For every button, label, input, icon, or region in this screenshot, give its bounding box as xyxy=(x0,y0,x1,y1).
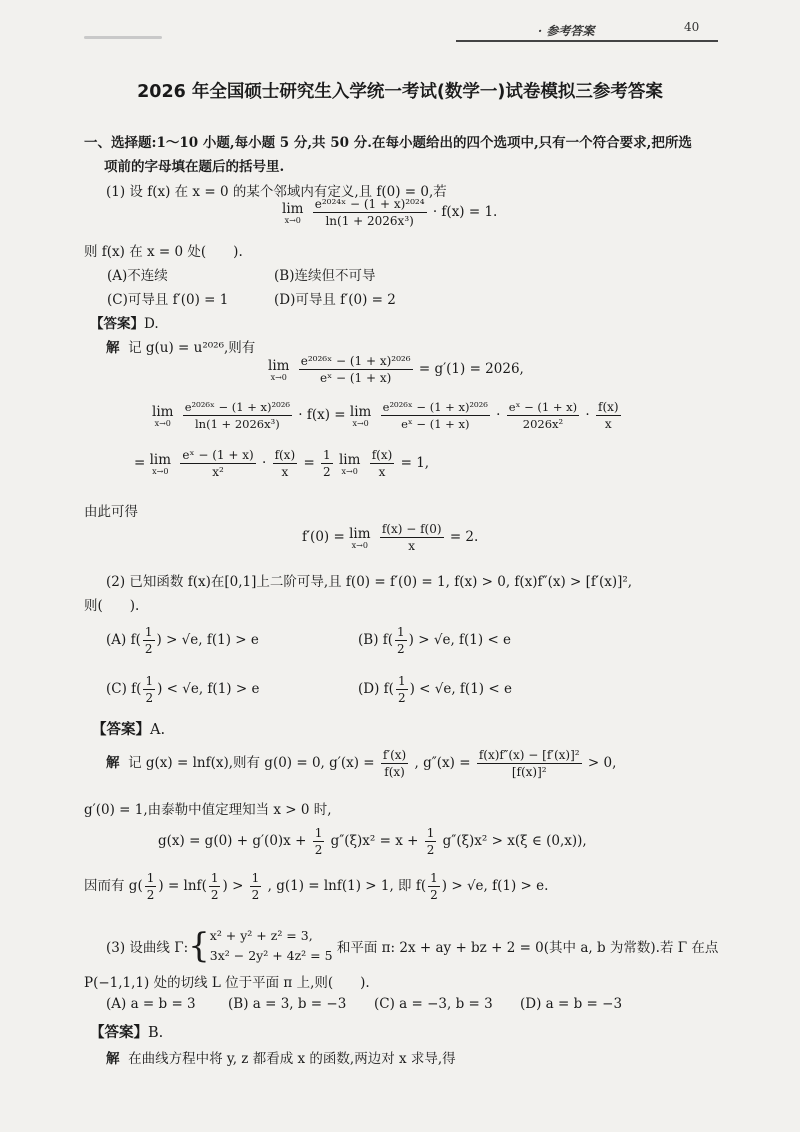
header-label: · 参考答案 xyxy=(538,24,595,38)
q3-option-a: (A) a = b = 3 xyxy=(106,996,196,1012)
q1-option-a: (A)不连续 xyxy=(107,268,168,284)
q2-conclusion: 因而有 g( $\frac{1}{2}$ ) = lnf( $\frac{1}{2}$ ) > $\frac{1}{2}$ , g(1) = lnf(1) > 1, 即 f( $\frac{1}{2}$ ) > √e, f(1) > e. xyxy=(84,871,549,902)
q1-eq3: = lim x→0 $\frac{\text{eˣ − (1 + x)}}{\text{x²}}$ · $\frac{f(x)}{x}$ = $\frac{1}{2}$ lim x→0 $\frac{f(x)}{x}$ = 1, xyxy=(134,448,430,479)
q2-option-a: (A) f( $\frac{1}{2}$ ) > √e, f(1) > e xyxy=(106,625,259,656)
q3-solution: 解 在曲线方程中将 y, z 都看成 x 的函数,两边对 x 求导,得 xyxy=(106,1051,456,1067)
q1-eq1: lim x→0 $\frac{\text{e²⁰²⁶ˣ − (1 + x)²⁰²⁶}}{\text{eˣ − (1 + x)}}$ = g′(1) = 2026, xyxy=(268,354,524,385)
page-title: 2026 年全国硕士研究生入学统一考试(数学一)试卷模拟三参考答案 xyxy=(137,82,663,102)
q3-option-d: (D) a = b = −3 xyxy=(520,996,623,1012)
q2-answer: 【答案】A. xyxy=(92,721,166,738)
header-smudge xyxy=(84,36,162,39)
q3-answer: 【答案】B. xyxy=(90,1024,164,1041)
q2-option-d: (D) f( $\frac{1}{2}$ ) < √e, f(1) < e xyxy=(358,674,512,705)
q2-stem: (2) 已知函数 f(x)在[0,1]上二阶可导,且 f(0) = f′(0) = 1, f(x) > 0, f(x)f″(x) > [f′(x)]², xyxy=(106,574,633,590)
q2-option-b: (B) f( $\frac{1}{2}$ ) > √e, f(1) < e xyxy=(358,625,512,656)
q1-option-b: (B)连续但不可导 xyxy=(274,268,376,284)
q2-taylor: g(x) = g(0) + g′(0)x + $\frac{1}{2}$ g″(ξ)x² = x + $\frac{1}{2}$ g″(ξ)x² > x(ξ ∈ (0,x)), xyxy=(158,826,587,857)
page-number: 40 xyxy=(684,20,700,34)
q3-line2: P(−1,1,1) 处的切线 L 位于平面 π 上,则( ). xyxy=(84,975,370,991)
q1-eq2: lim x→0 $\frac{\text{e²⁰²⁶ˣ − (1 + x)²⁰²⁶}}{\text{ln(1 + 2026x³)}}$ · f(x) = lim x→0 $\frac{\text{e²⁰²⁶ˣ − (1 + x)²⁰²⁶}}{\text{eˣ − (1 + x)}}$ · $\frac{\text{eˣ − (1 + x)}}{\text{2026x²}}$ · $\frac{f(x)}{x}$ xyxy=(152,400,619,431)
q1-lim: lim x→0 xyxy=(282,200,304,225)
q1-solution-intro: 解 记 g(u) = u²⁰²⁶,则有 xyxy=(106,340,256,356)
section-instructions-1: 一、选择题:1～10 小题,每小题 5 分,共 50 分.在每小题给出的四个选项中,只有一个符合要求,把所选 xyxy=(84,135,692,151)
q1-condition xyxy=(282,197,497,228)
q1-option-c: (C)可导且 f′(0) = 1 xyxy=(107,292,229,308)
q3-stem: (3) 设曲线 Γ:{ x² + y² + z² = 3, 3x² − 2y² + 4z² = 5 和平面 π: 2x + ay + bz + 2 = 0(其中 a, b 为常数).若 Γ 在点 xyxy=(106,926,719,966)
q2-option-c: (C) f( $\frac{1}{2}$ ) < √e, f(1) > e xyxy=(106,674,260,705)
q1-prompt: 则 f(x) 在 x = 0 处( ). xyxy=(84,244,243,260)
q1-hence: 由此可得 xyxy=(84,504,138,520)
q1-condition-tail: · f(x) = 1. xyxy=(432,204,498,220)
q1-stem: (1) 设 f(x) 在 x = 0 的某个邻域内有定义,且 f(0) = 0,若 xyxy=(106,184,447,200)
q1-eq4: f′(0) = lim x→0 $\frac{f(x) - f(0)}{x}$ = 2. xyxy=(302,522,479,553)
q1-fraction: $\frac{\text{e²⁰²⁴ˣ − (1 + x)²⁰²⁴}}{\text{ln(1 + 2026x³)}}$ xyxy=(314,197,425,228)
q2-prompt: 则( ). xyxy=(84,598,140,614)
q1-option-d: (D)可导且 f′(0) = 2 xyxy=(274,292,396,308)
q3-option-b: (B) a = 3, b = −3 xyxy=(228,996,347,1012)
header-rule xyxy=(456,40,718,42)
q2-solution-line2: g′(0) = 1,由泰勒中值定理知当 x > 0 时, xyxy=(84,802,332,818)
section-instructions-2: 项前的字母填在题后的括号里. xyxy=(104,159,285,175)
q2-solution-intro: 解 记 g(x) = lnf(x),则有 g(0) = 0, g′(x) = $\frac{f'(x)}{f(x)}$ , g″(x) = $\frac{\text{f(x)f″(x) − [f′(x)]²}}{\text{[f(x)]²}}$ > 0, xyxy=(106,748,617,779)
q3-option-c: (C) a = −3, b = 3 xyxy=(374,996,493,1012)
q1-answer: 【答案】D. xyxy=(90,316,159,332)
